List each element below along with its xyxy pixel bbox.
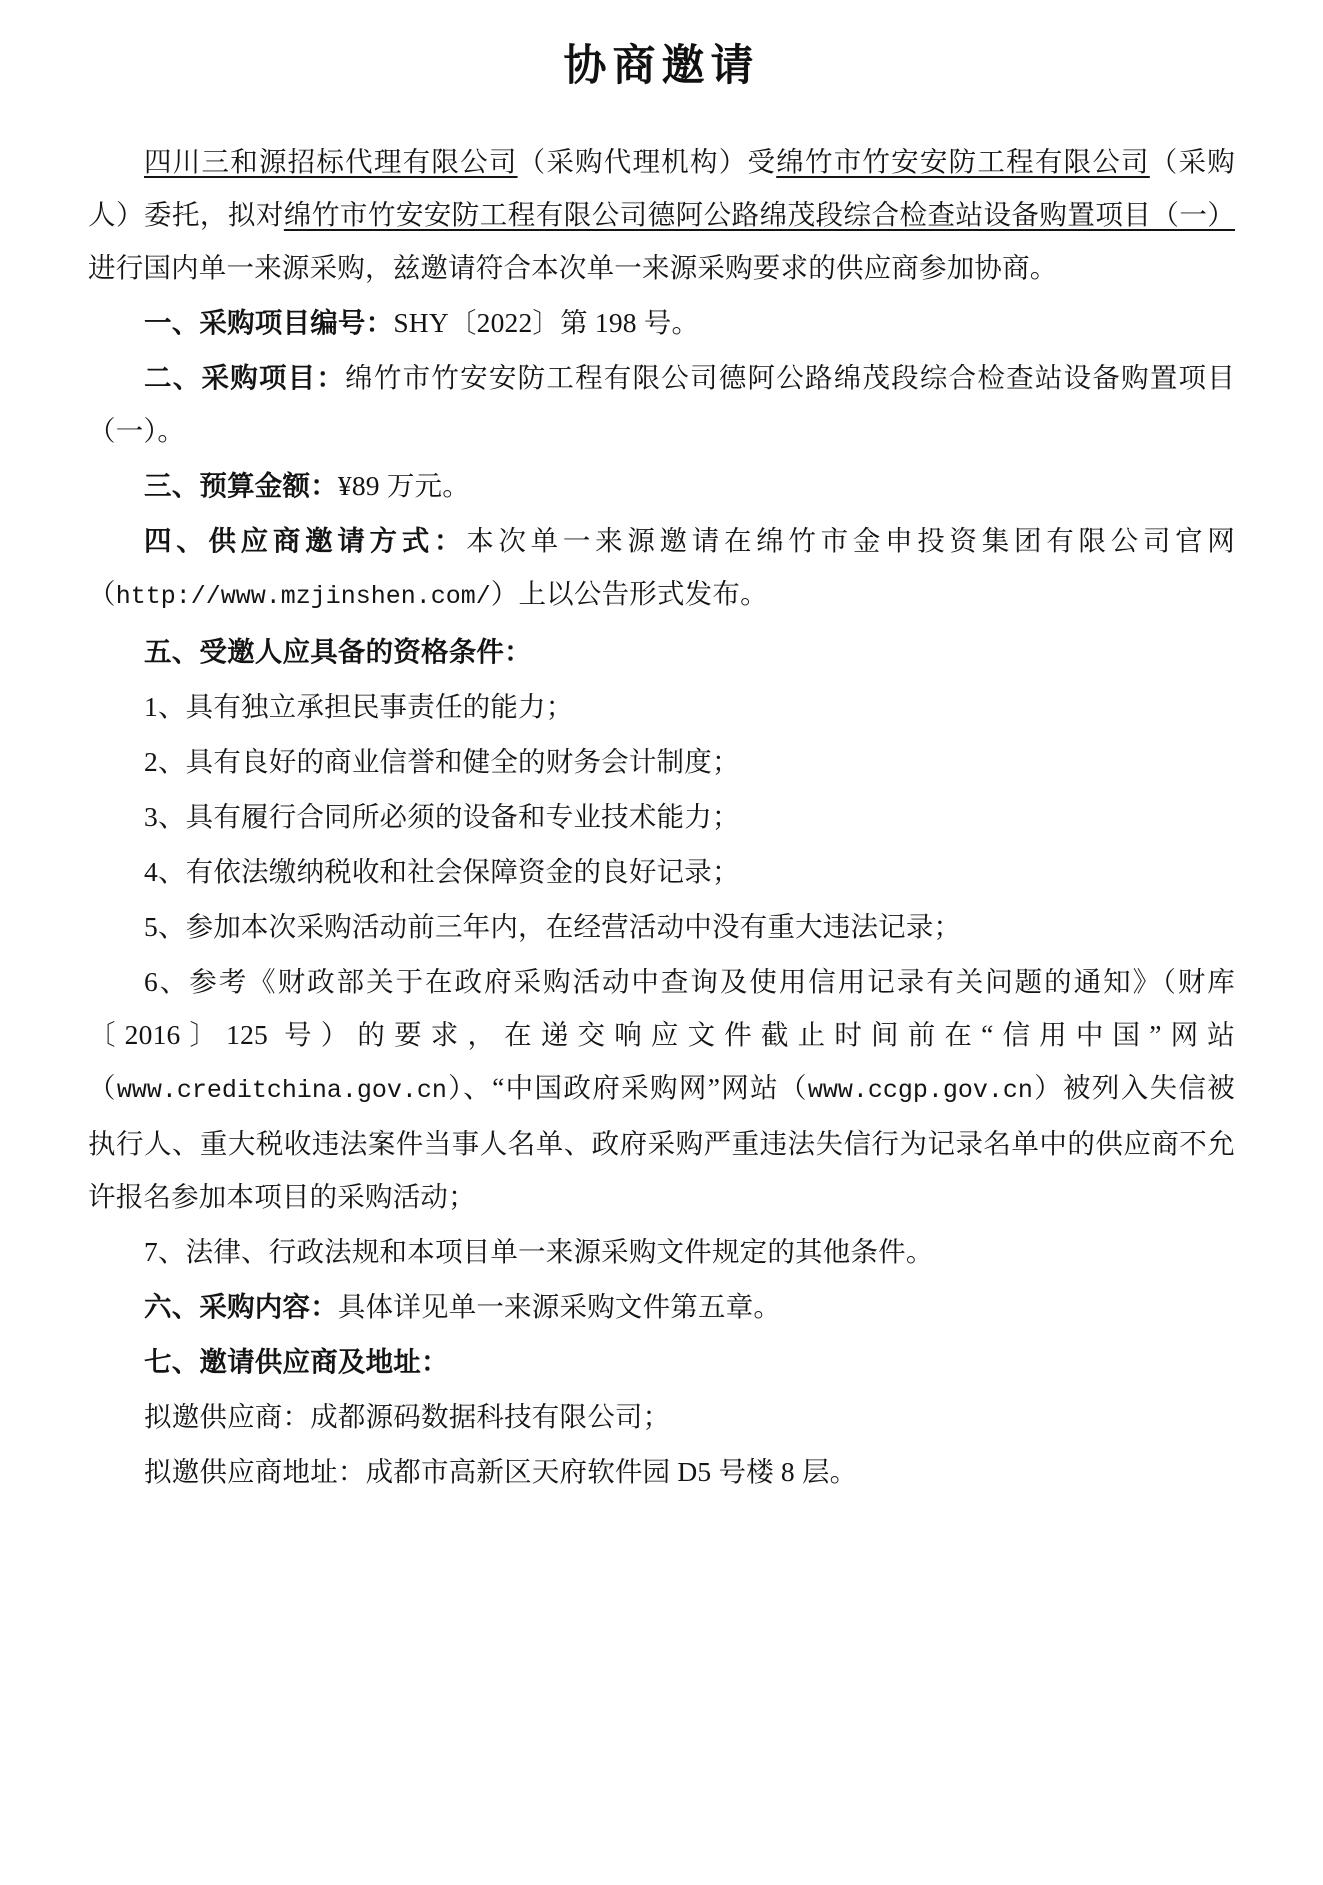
list-item-supplier-name: 拟邀供应商：成都源码数据科技有限公司； [144,1401,671,1432]
project-name: 绵竹市竹安安防工程有限公司德阿公路绵茂段综合检查站设备购置项目（一） [283,199,1236,230]
section-label: 五、受邀人应具备的资格条件： [144,636,532,667]
list-item-supplier-address: 拟邀供应商地址：成都市高新区天府软件园 D5 号楼 8 层。 [144,1456,858,1487]
creditchina-url[interactable]: www.creditchina.gov.cn [116,1076,447,1105]
section-supplier-heading [88,1335,1235,1388]
section-value-post: ）上以公告形式发布。 [490,578,768,609]
section-label: 三、预算金额： [144,470,338,501]
agency-name: 四川三和源招标代理有限公司 [144,146,518,177]
section-procurement-content [88,1280,1235,1333]
intro-paragraph [88,135,1235,294]
official-website-url[interactable]: http://www.mzjinshen.com/ [115,582,491,611]
item6-mid: ）、“中国政府采购网”网站（ [446,1072,808,1103]
list-item-credit-check [88,955,1235,1223]
section-qualification-heading [88,625,1235,678]
item6-post: ）被列入失信被执行人、重大税收违法案件当事人名单、政府采购严重违法失信行为记录名单中的供应商不允许报名参加本项目的采购活动； [88,1072,1235,1212]
section-label: 七、邀请供应商及地址： [144,1346,449,1377]
section-value: ¥89 万元。 [337,470,470,501]
section-value: 绵竹市竹安安防工程有限公司德阿公路绵茂段综合检查站设备购置项目（一）。 [88,362,1235,446]
list-item: 5、参加本次采购活动前三年内，在经营活动中没有重大违法记录； [144,911,962,942]
purchaser-name: 绵竹市竹安安防工程有限公司 [776,146,1150,177]
ccgp-url[interactable]: www.ccgp.gov.cn [807,1076,1033,1105]
intro-tail: 进行国内单一来源采购，兹邀请符合本次单一来源采购要求的供应商参加协商。 [88,252,1058,283]
section-label: 一、采购项目编号： [144,307,394,338]
section-project-number [88,296,1235,349]
agency-note: （采购代理机构）受 [517,146,777,177]
section-value: 具体详见单一来源采购文件第五章。 [337,1291,782,1322]
list-item: 1、具有独立承担民事责任的能力； [144,691,574,722]
section-project-name [88,351,1235,457]
section-value-pre: 本次单一来源邀请在绵竹市金申投资集团有限公司官网（ [88,525,1235,609]
section-budget [88,459,1235,512]
list-item: 7、法律、行政法规和本项目单一来源采购文件规定的其他条件。 [144,1236,934,1267]
section-value: SHY〔2022〕第 198 号。 [393,307,700,338]
purchaser-note: （采购人）委托，拟对 [88,146,1235,230]
section-invitation-method [88,514,1235,623]
list-item: 3、具有履行合同所必须的设备和专业技术能力； [144,801,740,832]
section-label: 二、采购项目： [144,362,346,393]
item6-pre: 6、参考《财政部关于在政府采购活动中查询及使用信用记录有关问题的通知》（财库〔2016〕125 号）的要求，在递交响应文件截止时间前在“信用中国”网站（ [88,966,1235,1103]
section-label: 六、采购内容： [144,1291,338,1322]
list-item: 2、具有良好的商业信誉和健全的财务会计制度； [144,746,740,777]
page-title: 协商邀请 [563,41,760,91]
section-label: 四、供应商邀请方式： [144,525,467,556]
list-item: 4、有依法缴纳税收和社会保障资金的良好记录； [144,856,740,887]
